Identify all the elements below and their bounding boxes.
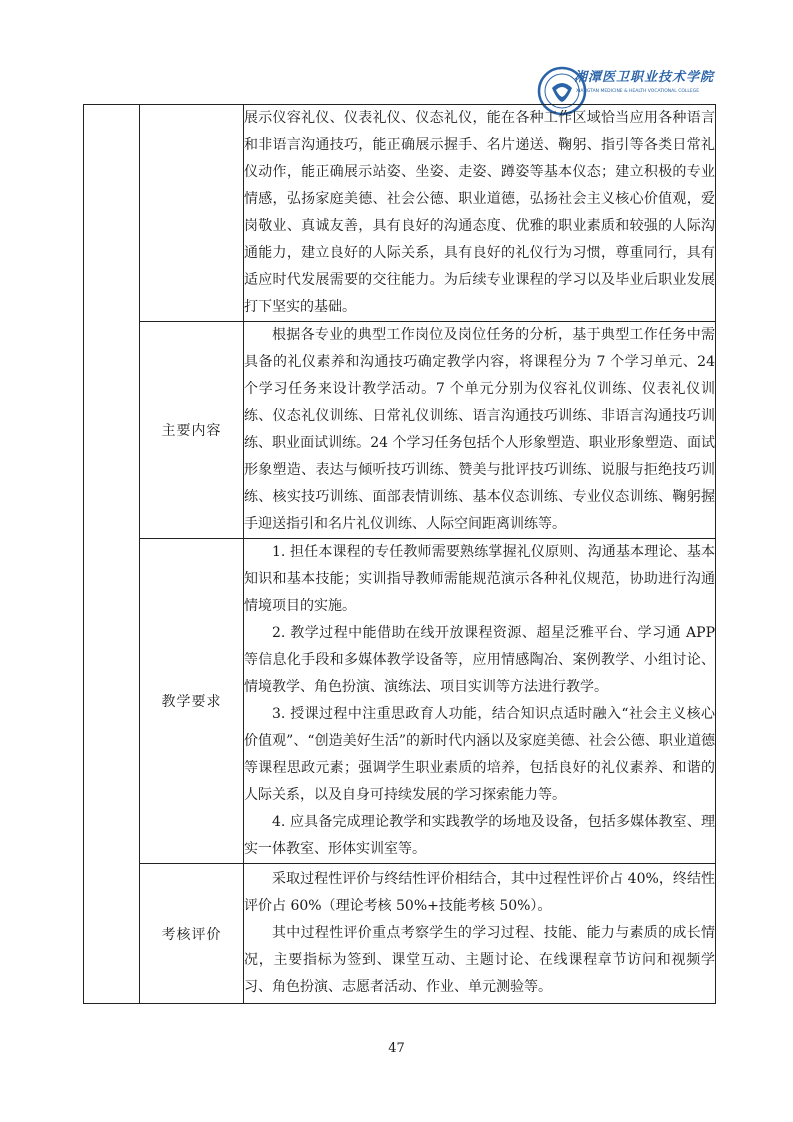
course-table [83,104,716,1004]
objective-text: 展示仪容礼仪、仪表礼仪、仪态礼仪，能在各种工作区域恰当应用各种语言和非语言沟通技巧，能正确展示握手、名片递送、鞠躬、指引等各类日常礼仪动作，能正确展示站姿、坐姿、走姿、蹲姿等基本仪态；建立积极的专业情感，弘扬家庭美德、社会公德、职业道德，弘扬社会主义核心价值观，爱岗敬业、真诚友善，具有良好的沟通态度、优雅的职业素质和较强的人际沟通能力，建立良好的人际关系，具有良好的礼仪行为习惯，尊重同行，具有适应时代发展需要的交往能力。为后续专业课程的学习以及毕业后职业发展打下坚实的基础。 [244,110,715,315]
assessment-label: 考核评价 [140,864,244,1004]
assessment-item: 采取过程性评价与终结性评价相结合，其中过程性评价占 40%，终结性评价占 60%（理论考核 50%+技能考核 50%）。 [244,871,715,914]
content-content-cell [244,322,716,539]
content-text: 根据各专业的典型工作岗位及岗位任务的分析，基于典型工作任务中需具备的礼仪素养和沟通技巧确定教学内容，将课程分为 7 个学习单元、24 个学习任务来设计教学活动。7 个单元分别为仪容礼仪训练、仪表礼仪训练、仪态礼仪训练、日常礼仪训练、语言沟通技巧训练、非语言沟通技巧训练、职业面试训练。24 个学习任务包括个人形象塑造、职业形象塑造、面试形象塑造、表达与倾听技巧训练、赞美与批评技巧训练、说服与拒绝技巧训练、核实技巧训练、面部表情训练、基本仪态训练、专业仪态训练、鞠躬握手迎送指引和名片礼仪训练、人际空间距离训练等。 [244,327,715,532]
assessment-content-cell [244,864,716,1004]
page-number: 47 [388,1041,405,1056]
requirement-item: 1. 担任本课程的专任教师需要熟练掌握礼仪原则、沟通基本理论、基本知识和基本技能；实训指导教师需能规范演示各种礼仪规范，协助进行沟通情境项目的实施。 [244,544,715,614]
requirement-item: 3. 授课过程中注重思政育人功能，结合知识点适时融入“社会主义核心价值观”、“创造美好生活”的新时代内涵以及家庭美德、社会公德、职业道德等课程思政元素；强调学生职业素质的培养，包括良好的礼仪素养、和谐的人际关系，以及自身可持续发展的学习探索能力等。 [244,706,715,803]
requirements-content-cell [244,539,716,864]
school-name: 湘潭医卫职业技术学院 [574,70,715,85]
requirement-item: 4. 应具备完成理论教学和实践教学的场地及设备，包括多媒体教室、理实一体教室、形体实训室等。 [244,814,715,857]
requirements-label: 教学要求 [140,539,244,864]
requirement-item: 2. 教学过程中能借助在线开放课程资源、超星泛雅平台、学习通 APP 等信息化手段和多媒体教学设备等，应用情感陶冶、案例教学、小组讨论、情境教学、角色扮演、演练法、项目实训等方法进行教学。 [244,625,715,695]
objective-content-cell [244,105,716,322]
content-row [84,322,716,539]
objective-row [84,105,716,322]
school-name-en: XIANGTAN MEDICINE & HEALTH VOCATIONAL COLLEGE [576,89,700,94]
content-label: 主要内容 [140,322,244,539]
requirements-row [84,539,716,864]
objective-label-cell [140,105,244,322]
outer-column-cell [84,105,140,1004]
assessment-item: 其中过程性评价重点考察学生的学习过程、技能、能力与素质的成长情况，主要指标为签到、课堂互动、主题讨论、在线课程章节访问和视频学习、角色扮演、志愿者活动、作业、单元测验等。 [244,925,715,995]
assessment-row [84,864,716,1004]
